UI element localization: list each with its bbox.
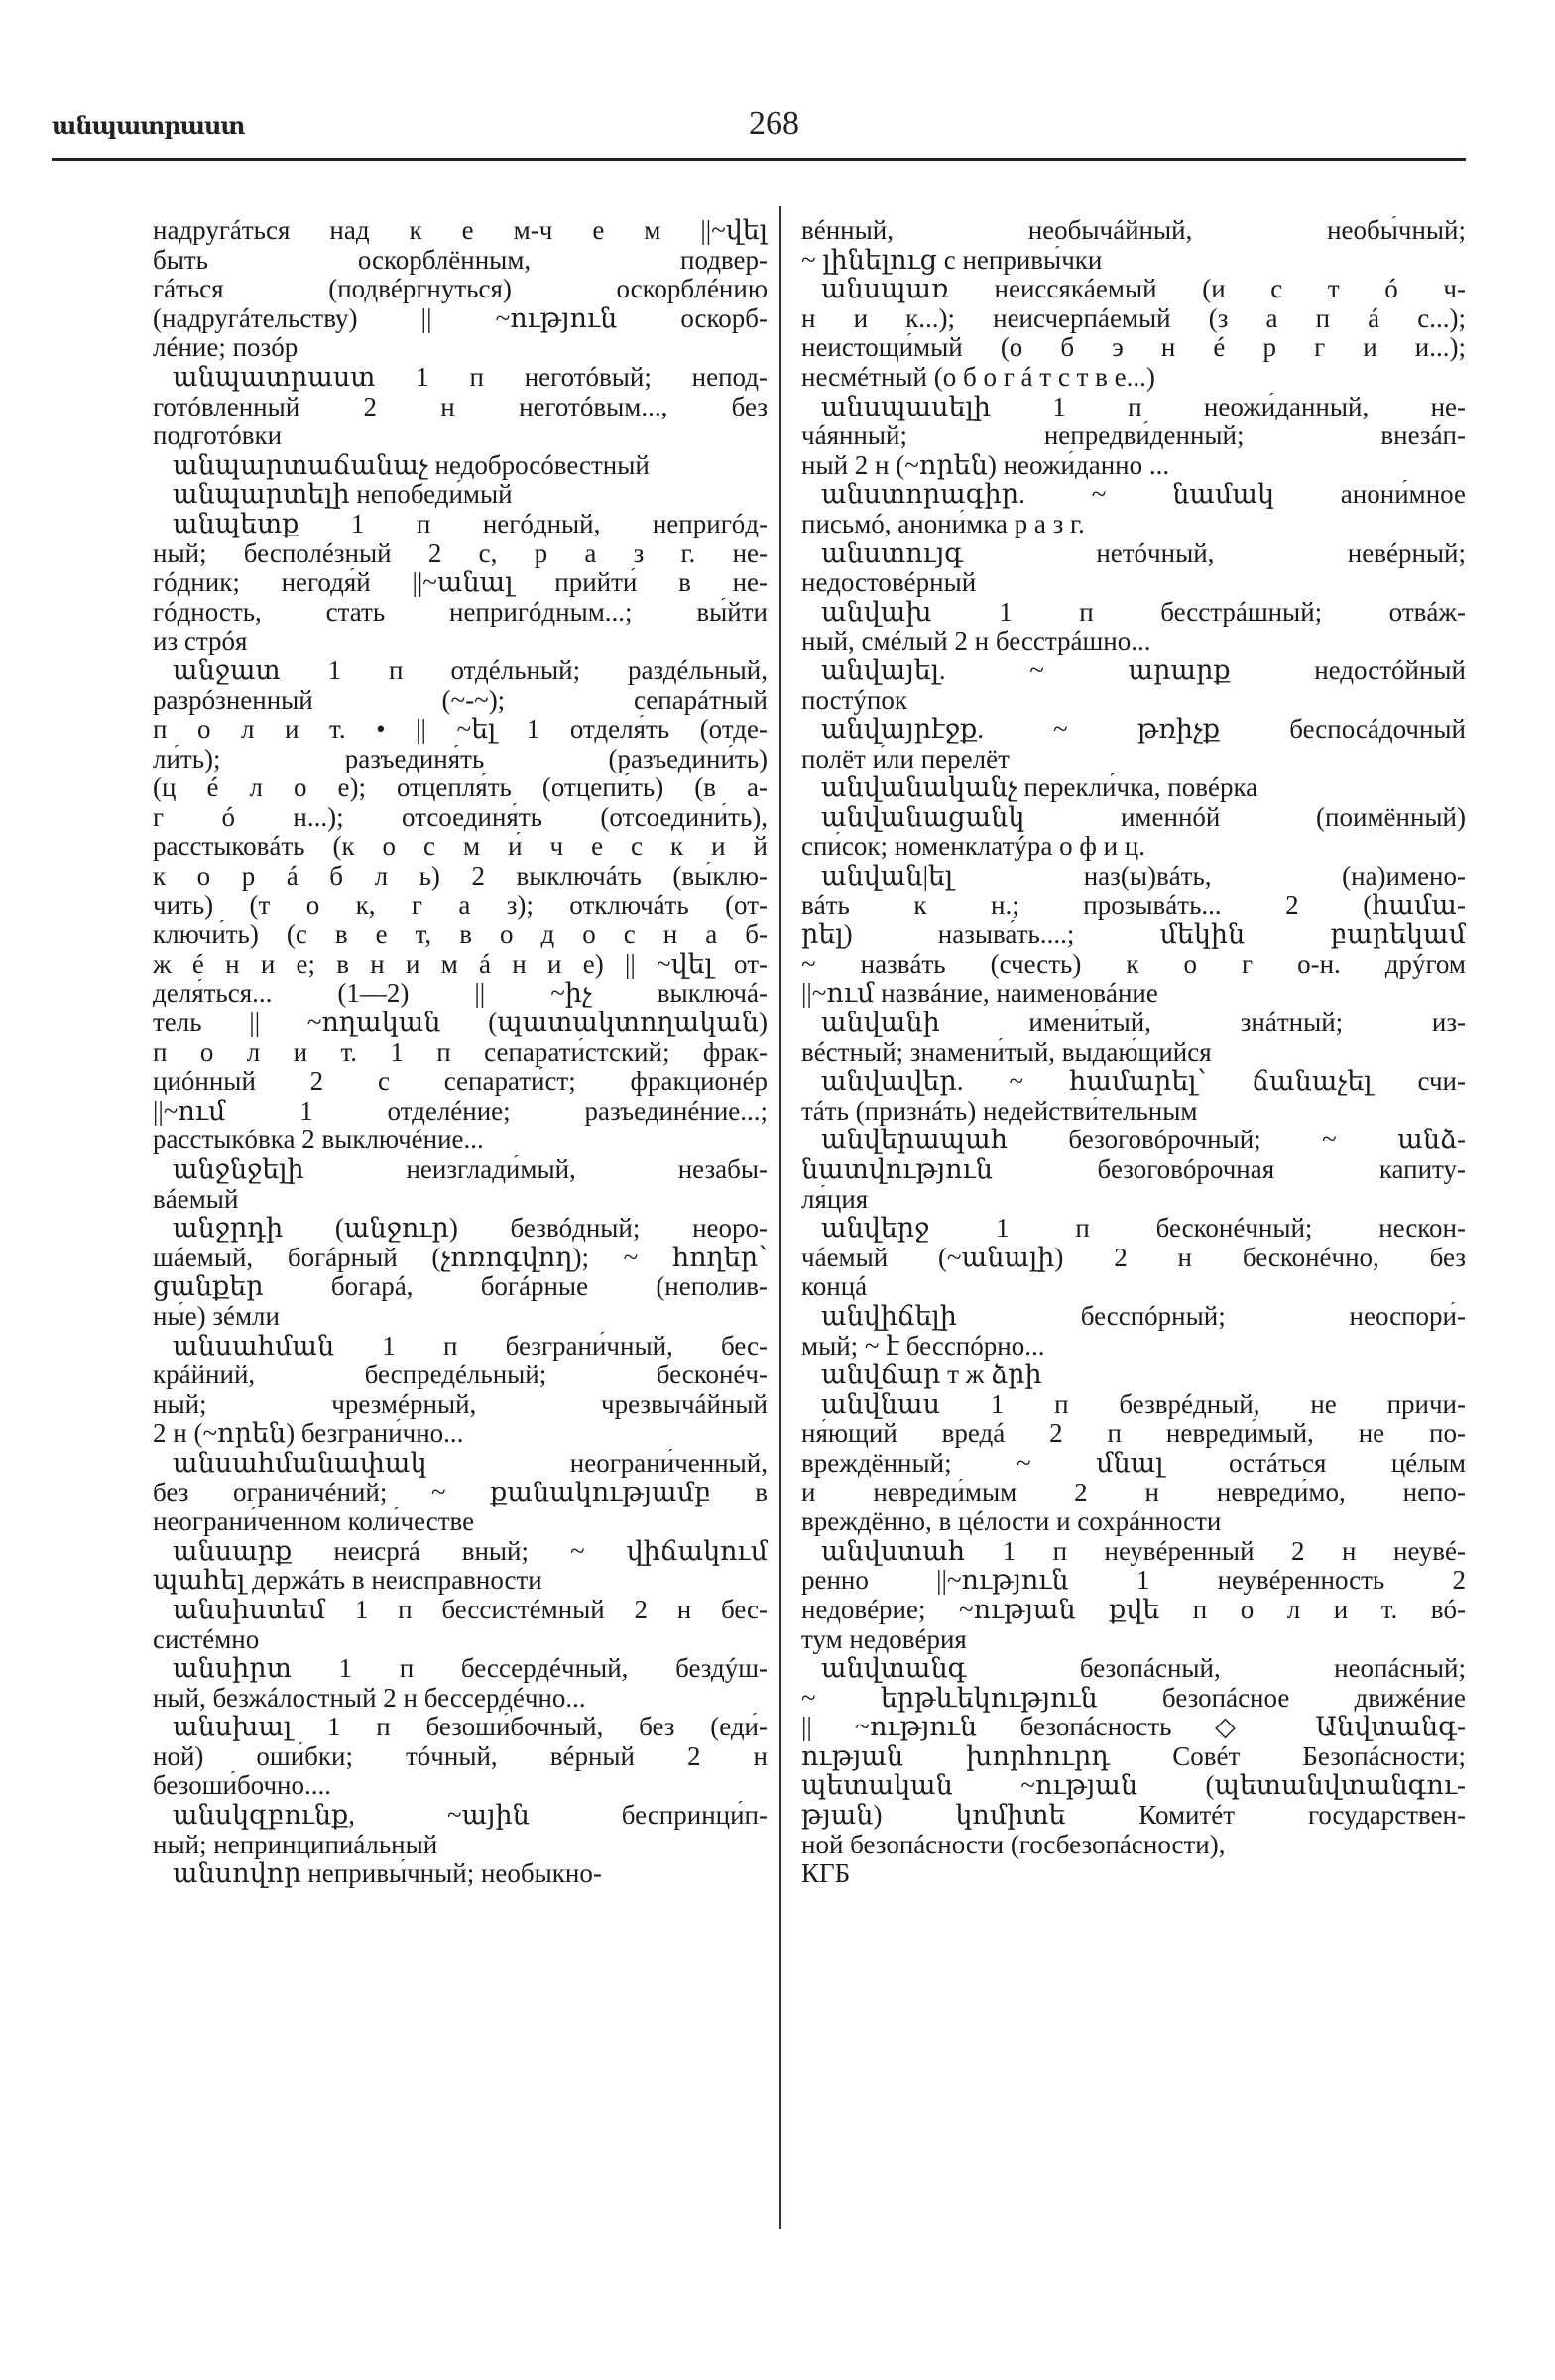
text-line: ության խորհուրդ Совéт Безопáсности; (801, 1741, 1466, 1771)
text-line: КГБ (801, 1859, 851, 1889)
text-line: || ~ություն безопáсность ◇ Անվտանգ- (801, 1713, 1466, 1742)
text-line: անսահմանափակ неограни́ченный, (173, 1448, 768, 1478)
text-line: без ограничéний; ~ քանակությամբ в (153, 1478, 768, 1507)
text-line: անվանացանկ именнóй (поимённый) (821, 802, 1466, 832)
text-line: неограни́ченном коли́честве (153, 1507, 475, 1537)
text-line: тáть (признáть) недействи́тельным (801, 1096, 1198, 1126)
text-line: готóвленный 2 н неготóвым..., без (153, 392, 768, 421)
text-line: ны́е) зéмли (153, 1301, 280, 1331)
text-line: н и к...); неисчерпáемый (з а п á с...); (801, 303, 1466, 333)
text-line: вáемый (153, 1184, 239, 1214)
text-line: шáемый, богáрный (չոռոգվող); ~ հողեր՝ (153, 1243, 768, 1272)
text-line: անսիրտ 1 п бессердéчный, бездýш- (173, 1654, 768, 1684)
text-line: անպետք 1 п негóдный, непригóд- (173, 509, 768, 538)
text-line: чить) (т о к, г а з); отключáть (от- (153, 891, 768, 920)
text-line: безоши́бочно.... (153, 1771, 332, 1801)
text-line: անջրդի (անջուր) безвóдный; неоро- (173, 1214, 768, 1244)
text-line: чáемый (~անալի) 2 н бесконéчно, без (801, 1243, 1466, 1272)
text-line: расстыковáть (к о с м и́ ч е с к и й (153, 832, 768, 862)
text-line: պետական ~ության (պետանվտանգու- (801, 1771, 1466, 1801)
text-line: недостовéрный (801, 568, 977, 598)
text-line: неистощи́мый (о б э н é р г и и...); (801, 333, 1466, 363)
text-line: ный 2 н (~որեն) неожи́данно ... (801, 450, 1170, 480)
text-line: чáянный; непредви́денный; внезáп- (801, 421, 1466, 451)
text-line: гóдность, стать непригóдным...; вы́йти (153, 597, 768, 627)
text-line: ցանքեր богарá, богáрные (неполив- (153, 1272, 768, 1302)
text-line: концá (801, 1272, 868, 1302)
text-line: անվճար т ж ձրի (821, 1361, 1042, 1390)
text-line: անջատ 1 п отдéльный; раздéльный, (173, 655, 768, 685)
text-line: тель || ~ողական (պատակտողական) (153, 1009, 768, 1038)
text-line: быть оскорблённым, подвер- (153, 245, 768, 275)
text-line: անվանի имени́тый, знáтный; из- (821, 1009, 1466, 1038)
text-line: надругáться над к е м-ч е м ||~վել (153, 216, 768, 245)
text-line: полёт и́ли перелёт (801, 744, 1010, 774)
text-line: ный; непринципиáльный (153, 1830, 438, 1859)
text-line: անվայրէջք. ~ թռիչք беспосáдочный (821, 715, 1466, 745)
left-column (153, 216, 768, 1889)
text-line: недовéрие; ~ության քվե п о л и т. вó- (801, 1595, 1466, 1624)
text-line: из стрóя (153, 627, 248, 656)
text-line: անսիստեմ 1 п бессистéмный 2 н бес- (173, 1595, 768, 1624)
text-line: 2 н (~որեն) безграни́чно... (153, 1419, 464, 1449)
text-line: նատվություն безоговóрочная капиту- (801, 1155, 1466, 1184)
text-line: անվիճելի бесспóрный; неоспори́- (821, 1301, 1466, 1331)
text-line: гáться (подвéргнуться) оскорблéнию (153, 275, 768, 304)
text-line: անվերջ 1 п бесконéчный; нескон- (821, 1214, 1466, 1244)
page-number: 268 (749, 105, 799, 142)
text-line: г ó н...); отсоединя́ть (отсоедини́ть), (153, 802, 768, 832)
text-line: вéнный, необычáйный, необы́чный; (801, 216, 1466, 245)
text-line: несмéтный (о б о г á т с т в е...) (801, 362, 1155, 392)
text-line: мый; ~ է бесспóрно... (801, 1331, 1045, 1361)
text-line: гóдник; негодя́й ||~անալ прийти́ в не- (153, 568, 768, 598)
text-line: ня́ющий вредá 2 п невреди́мый, не по- (801, 1419, 1466, 1449)
text-line: ный; бесполéзный 2 с, р а з г. не- (153, 538, 768, 568)
text-line: (ц é л о е); отцепля́ть (отцепи́ть) (в а- (153, 774, 768, 803)
text-line: անպարտաճանաչ недобросóвестный (173, 450, 650, 480)
text-line: вреждённый; ~ մնալ остáться цéлым (801, 1448, 1466, 1478)
text-line: ля́ция (801, 1184, 869, 1214)
text-line: անսկզբունք, ~ային беспринци́п- (173, 1801, 768, 1831)
text-line: անպարտելի непобеди́мый (173, 480, 513, 510)
running-head-guide-word: անպատրաստ (52, 111, 245, 140)
text-line: вáть к н.; прозывáть... 2 (համա- (801, 891, 1466, 920)
text-line: (надругáтельству) || ~ություն оскорб- (153, 303, 768, 333)
text-line: ключи́ть) (с в е т, в о д о с н а б- (153, 920, 768, 950)
text-line: ж é н и е; в н и м á н и е) || ~վել от- (153, 949, 768, 979)
text-line: систéмно (153, 1624, 260, 1654)
text-line: письмó, анони́мка р а з г. (801, 509, 1085, 538)
column-divider (779, 206, 781, 2229)
text-line: անսարք неисprá вный; ~ վիճակում (173, 1536, 768, 1566)
text-line: ной безопáсности (госбезопáсности), (801, 1830, 1226, 1859)
text-line: րել) называ́ть....; մեկին բարեկամ (801, 920, 1466, 950)
text-line: ный; чрезмéрный, чрезвычáйный (153, 1389, 768, 1419)
text-line: անպատրաստ 1 п неготóвый; непод- (173, 362, 768, 392)
text-line: ||~ում 1 отделéние; разъединéние...; (153, 1096, 768, 1126)
text-line: вéстный; знамени́тый, выдаю́щийся (801, 1037, 1212, 1067)
text-line: անսխալ 1 п безоши́бочный, без (еди́- (173, 1713, 768, 1742)
text-line: անվնաս 1 п безврéдный, не причи- (821, 1389, 1466, 1419)
text-line: անվստահ 1 п неувéренный 2 н неувé- (821, 1536, 1466, 1566)
text-line: անսպասելի 1 п неожи́данный, не- (821, 392, 1466, 421)
text-line: անսահման 1 п безграни́чный, бес- (173, 1331, 768, 1361)
text-line: вреждённо, в цéлости и сохрáнности (801, 1507, 1222, 1537)
text-line: ной) оши́бки; тóчный, вéрный 2 н (153, 1741, 768, 1771)
text-line: ренно ||~ություն 1 неувéренность 2 (801, 1566, 1466, 1596)
text-line: п о л и т. • || ~ել 1 отделя́ть (отде- (153, 715, 768, 745)
text-line: անստորագիր. ~ նամակ анони́мное (821, 480, 1466, 510)
text-line: расстыкóвка 2 выключéние... (153, 1126, 484, 1155)
text-line: п о л и т. 1 п сепарати́стский; фрак- (153, 1037, 768, 1067)
text-line: անստույգ нетóчный, невéрный; (821, 538, 1466, 568)
text-line: անվավեր. ~ համարել՝ ճանաչել счи- (821, 1067, 1466, 1097)
text-line: ли́ть); разъединя́ть (разъедини́ть) (153, 744, 768, 774)
text-line: и невреди́мым 2 н невреди́мо, непо- (801, 1478, 1466, 1507)
text-line: ный, смéлый 2 н бесстрáшно... (801, 627, 1151, 656)
text-line: ный, безжáлостный 2 н бессердéчно... (153, 1683, 586, 1713)
text-line: циóнный 2 с сепарати́ст; фракционéр (153, 1067, 768, 1097)
text-line: ~ назвáть (счесть) к о г о-н. дрýгом (801, 949, 1466, 979)
text-line: лéние; позóр (153, 333, 299, 363)
text-line: թյան) կոմիտե Комитéт государствен- (801, 1801, 1466, 1831)
text-line: ~ երթևեկություն безопáсное движéние (801, 1683, 1466, 1713)
text-line: անջնջելի неизглади́мый, незабы- (173, 1155, 768, 1184)
text-line: разрóзненный (~-~); сепарáтный (153, 685, 768, 715)
text-line: պահել держáть в неисправности (153, 1566, 542, 1596)
text-line: постýпок (801, 685, 907, 715)
text-line: անվանականչ перекли́чка, повéрка (821, 774, 1258, 803)
text-line: անվտանգ безопáсный, неопáсный; (821, 1654, 1466, 1684)
text-line: тум недовéрия (801, 1624, 967, 1654)
text-line: спи́сок; номенклатýра о ф и ц. (801, 832, 1145, 862)
text-line: անվան|ել наз(ы)вáть, (на)имено- (821, 862, 1466, 892)
text-line: անսպառ неиссякáемый (и с т ó ч- (821, 275, 1466, 304)
text-line: անվերապահ безоговóрочный; ~ անձ- (821, 1126, 1466, 1155)
text-line: ~ լինելուց с непривы́чки (801, 245, 1103, 275)
header-rule (52, 158, 1466, 161)
text-line: ||~ում назвáние, наименовáние (801, 979, 1158, 1009)
text-line: անվայել. ~ արարք недостóйный (821, 655, 1466, 685)
text-line: деля́ться... (1—2) || ~իչ выключá- (153, 979, 768, 1009)
text-line: անսովոր непривы́чный; необыкно- (173, 1859, 602, 1889)
text-line: անվախ 1 п бесстрáшный; отвáж- (821, 597, 1466, 627)
text-line: подготóвки (153, 421, 283, 451)
text-line: крáйний, беспредéльный; бесконéч- (153, 1361, 768, 1390)
text-line: к о р á б л ь) 2 выключáть (вы́клю- (153, 862, 768, 892)
right-column (801, 216, 1466, 1889)
